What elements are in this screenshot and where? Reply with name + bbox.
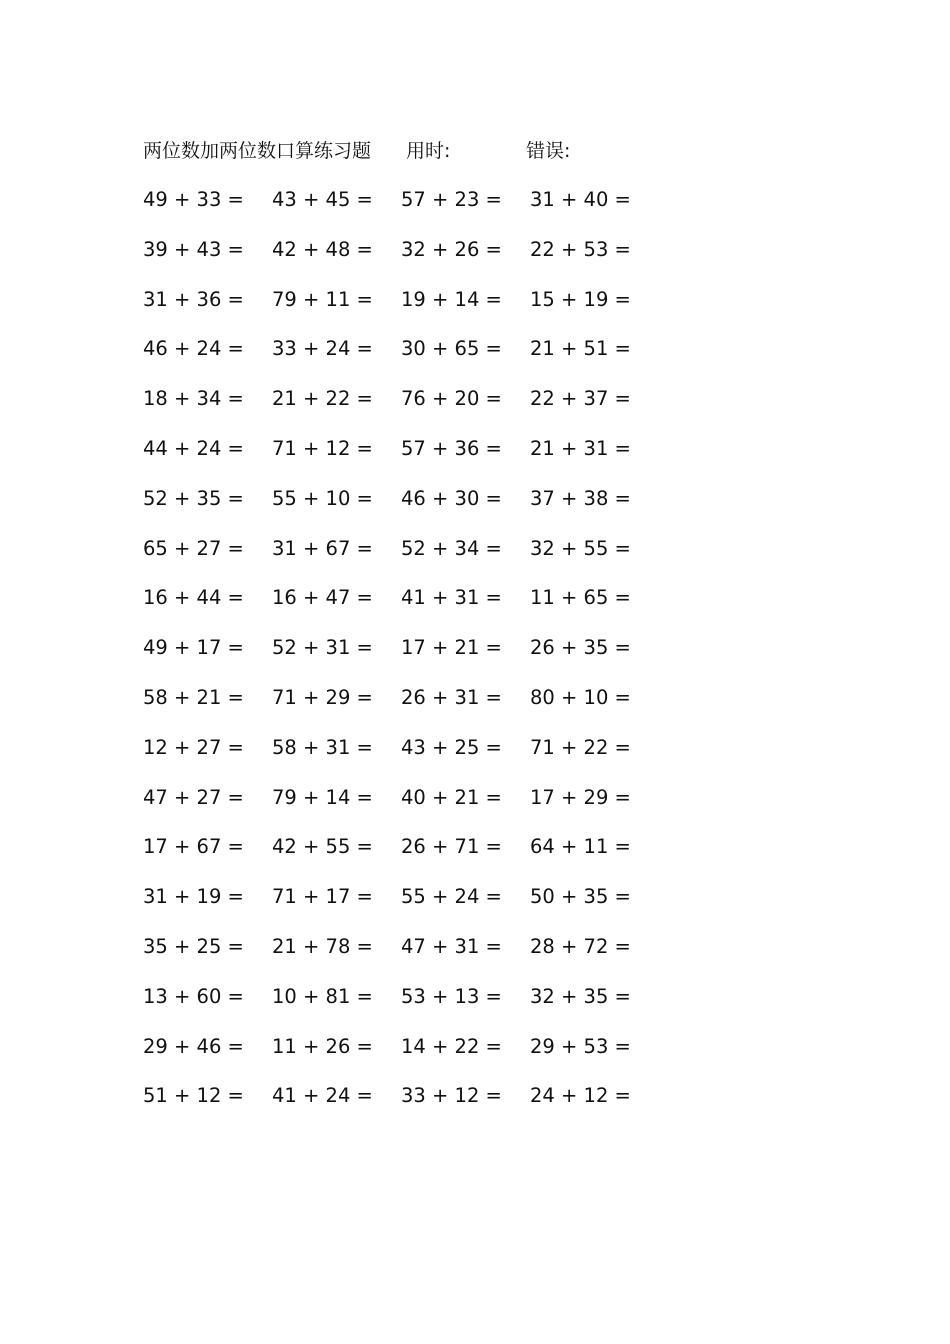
problem-item: 33 + 24 = xyxy=(272,337,373,361)
problem-item: 31 + 67 = xyxy=(272,536,373,560)
problem-item: 18 + 34 = xyxy=(143,387,244,411)
problem-item: 79 + 11 = xyxy=(272,287,373,311)
problem-item: 16 + 44 = xyxy=(143,586,244,610)
problem-row xyxy=(143,335,663,385)
problem-item: 14 + 22 = xyxy=(401,1034,502,1058)
problem-item: 42 + 55 = xyxy=(272,835,373,859)
problem-item: 24 + 12 = xyxy=(530,1084,631,1108)
problem-item: 80 + 10 = xyxy=(530,685,631,709)
problem-row xyxy=(143,684,663,734)
problem-item: 26 + 71 = xyxy=(401,835,502,859)
problem-row xyxy=(143,535,663,585)
problem-item: 17 + 67 = xyxy=(143,835,244,859)
problem-row xyxy=(143,883,663,933)
problem-item: 35 + 25 = xyxy=(143,934,244,958)
problem-row xyxy=(143,485,663,535)
problem-item: 58 + 31 = xyxy=(272,735,373,759)
problem-item: 26 + 31 = xyxy=(401,685,502,709)
problem-item: 26 + 35 = xyxy=(530,636,631,660)
problem-item: 42 + 48 = xyxy=(272,237,373,261)
problem-item: 17 + 29 = xyxy=(530,785,631,809)
problem-row xyxy=(143,1082,663,1132)
problem-item: 46 + 30 = xyxy=(401,486,502,510)
problem-row xyxy=(143,983,663,1033)
problem-item: 11 + 65 = xyxy=(530,586,631,610)
problem-item: 71 + 29 = xyxy=(272,685,373,709)
problem-item: 31 + 19 = xyxy=(143,885,244,909)
problem-row xyxy=(143,236,663,286)
problem-item: 65 + 27 = xyxy=(143,536,244,560)
problem-item: 57 + 23 = xyxy=(401,188,502,211)
problem-item: 28 + 72 = xyxy=(530,934,631,958)
problem-item: 22 + 37 = xyxy=(530,387,631,411)
time-label: 用时: xyxy=(406,140,451,162)
problem-item: 71 + 17 = xyxy=(272,885,373,909)
problem-item: 71 + 12 = xyxy=(272,436,373,460)
problem-item: 13 + 60 = xyxy=(143,984,244,1008)
problem-item: 29 + 53 = xyxy=(530,1034,631,1058)
problem-item: 49 + 17 = xyxy=(143,636,244,660)
problem-item: 33 + 12 = xyxy=(401,1084,502,1108)
problem-row xyxy=(143,634,663,684)
problem-row xyxy=(143,286,663,336)
problem-item: 52 + 31 = xyxy=(272,636,373,660)
problem-item: 12 + 27 = xyxy=(143,735,244,759)
errors-label: 错误: xyxy=(526,140,571,162)
problem-item: 44 + 24 = xyxy=(143,436,244,460)
problem-row xyxy=(143,933,663,983)
problem-item: 31 + 40 = xyxy=(530,188,631,211)
problem-item: 64 + 11 = xyxy=(530,835,631,859)
problem-item: 37 + 38 = xyxy=(530,486,631,510)
problem-item: 40 + 21 = xyxy=(401,785,502,809)
problem-item: 52 + 35 = xyxy=(143,486,244,510)
problem-item: 21 + 51 = xyxy=(530,337,631,361)
problem-item: 29 + 46 = xyxy=(143,1034,244,1058)
problem-item: 76 + 20 = xyxy=(401,387,502,411)
problem-item: 32 + 35 = xyxy=(530,984,631,1008)
problem-row xyxy=(143,435,663,485)
problem-item: 11 + 26 = xyxy=(272,1034,373,1058)
problem-item: 32 + 55 = xyxy=(530,536,631,560)
problem-item: 22 + 53 = xyxy=(530,237,631,261)
problem-item: 55 + 10 = xyxy=(272,486,373,510)
problem-item: 50 + 35 = xyxy=(530,885,631,909)
problem-item: 30 + 65 = xyxy=(401,337,502,361)
problem-item: 46 + 24 = xyxy=(143,337,244,361)
problem-item: 41 + 24 = xyxy=(272,1084,373,1108)
problem-item: 31 + 36 = xyxy=(143,287,244,311)
problem-grid xyxy=(143,186,663,1132)
problem-item: 10 + 81 = xyxy=(272,984,373,1008)
problem-row xyxy=(143,385,663,435)
problem-row xyxy=(143,734,663,784)
problem-item: 79 + 14 = xyxy=(272,785,373,809)
problem-item: 51 + 12 = xyxy=(143,1084,244,1108)
problem-item: 55 + 24 = xyxy=(401,885,502,909)
problem-row xyxy=(143,584,663,634)
problem-item: 43 + 25 = xyxy=(401,735,502,759)
problem-item: 53 + 13 = xyxy=(401,984,502,1008)
problem-item: 19 + 14 = xyxy=(401,287,502,311)
problem-item: 71 + 22 = xyxy=(530,735,631,759)
problem-item: 39 + 43 = xyxy=(143,237,244,261)
problem-item: 15 + 19 = xyxy=(530,287,631,311)
problem-item: 58 + 21 = xyxy=(143,685,244,709)
problem-item: 21 + 78 = xyxy=(272,934,373,958)
problem-item: 21 + 22 = xyxy=(272,387,373,411)
problem-item: 49 + 33 = xyxy=(143,188,244,211)
problem-item: 41 + 31 = xyxy=(401,586,502,610)
problem-item: 57 + 36 = xyxy=(401,436,502,460)
worksheet-title: 两位数加两位数口算练习题 xyxy=(143,140,372,162)
problem-item: 43 + 45 = xyxy=(272,188,373,211)
problem-row xyxy=(143,833,663,883)
problem-row xyxy=(143,186,663,236)
problem-item: 16 + 47 = xyxy=(272,586,373,610)
problem-item: 52 + 34 = xyxy=(401,536,502,560)
problem-row xyxy=(143,784,663,834)
worksheet-header xyxy=(143,137,743,165)
problem-item: 21 + 31 = xyxy=(530,436,631,460)
problem-row xyxy=(143,1033,663,1083)
problem-item: 47 + 31 = xyxy=(401,934,502,958)
problem-item: 47 + 27 = xyxy=(143,785,244,809)
problem-item: 17 + 21 = xyxy=(401,636,502,660)
problem-item: 32 + 26 = xyxy=(401,237,502,261)
